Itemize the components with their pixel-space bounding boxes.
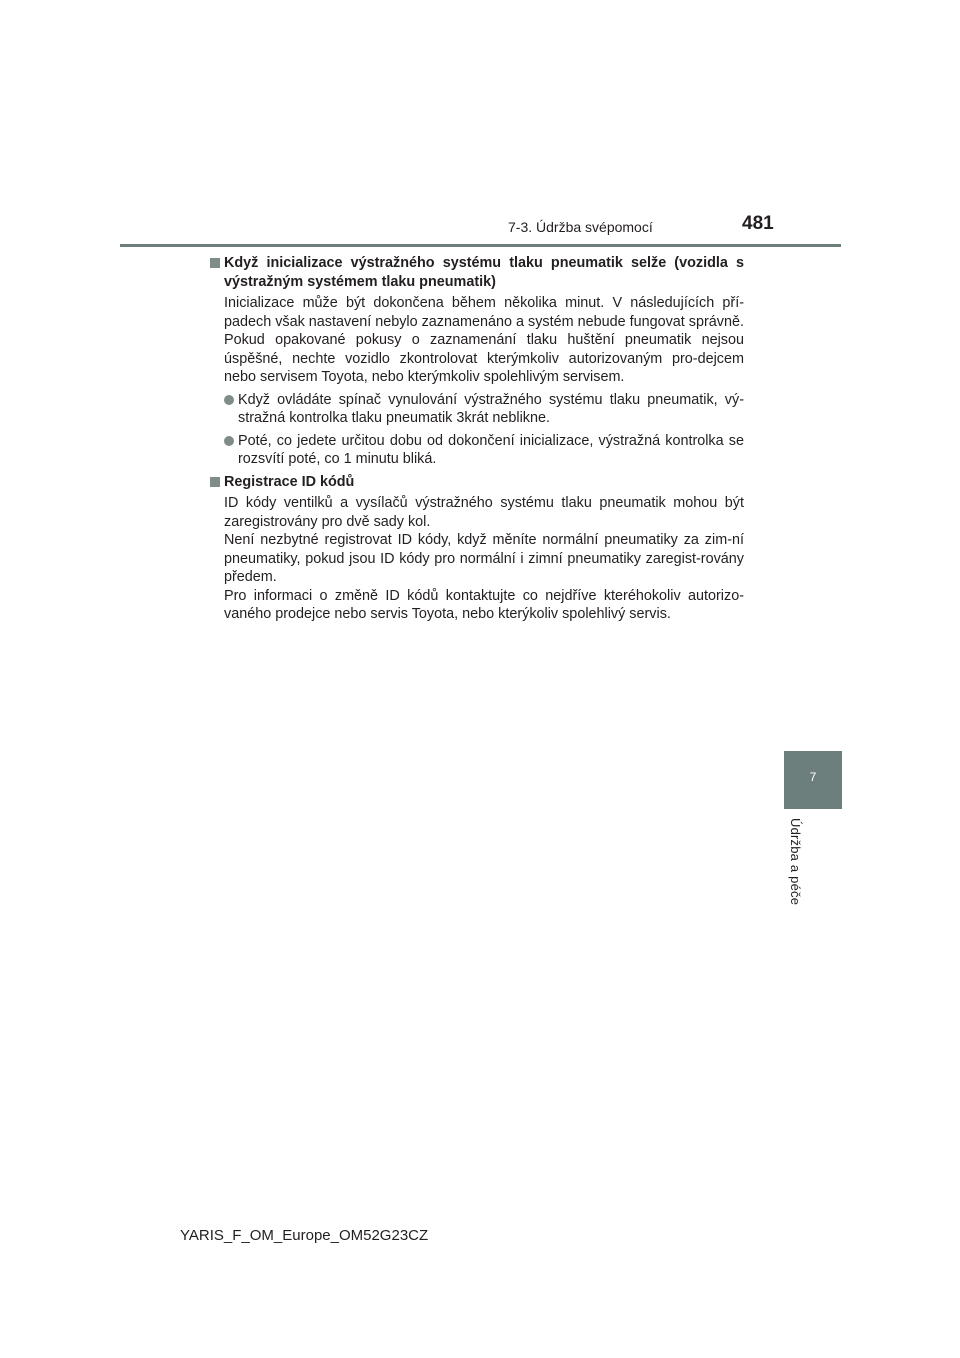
- paragraph: Není nezbytné registrovat ID kódy, když měníte normální pneumatiky za zim-ní pneumatiky, pokud jsou ID kódy pro normální i zimní pneumatiky zaregist-rovány předem.: [224, 532, 744, 585]
- round-bullet-icon: [224, 395, 234, 405]
- square-bullet-icon: [210, 258, 220, 268]
- section-body: [208, 294, 744, 387]
- round-bullet-icon: [224, 436, 234, 446]
- list-item: [208, 391, 744, 428]
- paragraph: Inicializace může být dokončena během několika minut. V následujících pří-padech však nastavení nebylo zaznamenáno a systém nebude fungovat správně. Pokud opakované pokusy o zaznamenání tlaku huštění pneumatik nejsou úspěšné, nechte vozidlo zkontrolovat kterýmkoliv autorizovaným pro-dejcem nebo servisem Toyota, nebo kterýmkoliv spolehlivým servisem.: [224, 295, 745, 385]
- section-heading-id-registration: [208, 473, 744, 492]
- list-item: [208, 432, 744, 469]
- paragraph: ID kódy ventilků a vysílačů výstražného systému tlaku pneumatik mohou být zaregistrovány pro dvě sady kol.: [224, 495, 744, 530]
- chapter-tab-label: Údržba a péče: [788, 818, 803, 906]
- section-heading-initialization-failure: [208, 254, 744, 291]
- page-number: 481: [742, 213, 774, 234]
- page-content: [208, 254, 744, 628]
- section-heading-text: Registrace ID kódů: [224, 473, 355, 490]
- section-heading-text: Když inicializace výstražného systému tlaku pneumatik selže (vozidla s výstražným systémem tlaku pneumatik): [224, 255, 744, 290]
- document-footer-id: YARIS_F_OM_Europe_OM52G23CZ: [180, 1227, 429, 1244]
- paragraph: Pro informaci o změně ID kódů kontaktujte co nejdříve kteréhokoliv autorizo-vaného prodejce nebo servis Toyota, nebo kterýkoliv spolehlivý servis.: [224, 587, 744, 622]
- running-header-section: 7-3. Údržba svépomocí: [508, 219, 653, 235]
- list-item-text: Když ovládáte spínač vynulování výstražného systému tlaku pneumatik, vý-stražná kontrolka tlaku pneumatik 3krát neblikne.: [238, 391, 744, 426]
- chapter-tab-number: 7: [809, 770, 817, 784]
- square-bullet-icon: [210, 477, 220, 487]
- section-body: [208, 494, 744, 624]
- list-item-text: Poté, co jedete určitou dobu od dokončení inicializace, výstražná kontrolka se rozsvítí poté, co 1 minutu bliká.: [238, 432, 744, 467]
- header-divider: [120, 244, 841, 247]
